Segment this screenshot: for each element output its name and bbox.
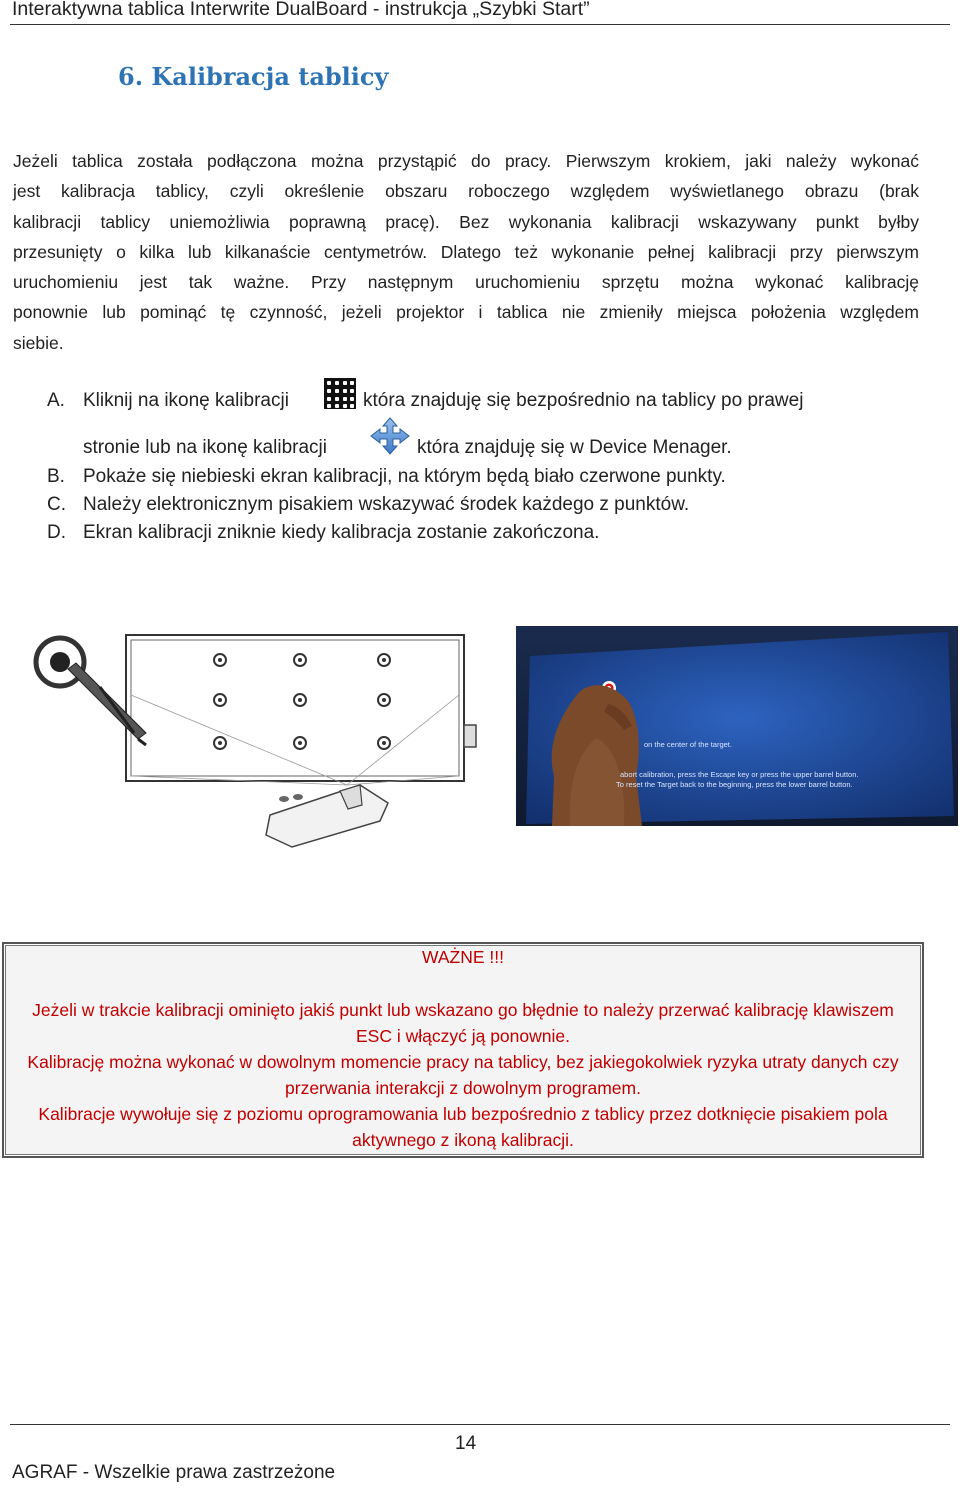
step-a-letter: A. <box>47 390 65 411</box>
page-number: 14 <box>455 1433 477 1454</box>
step-c-letter: C. <box>47 494 66 515</box>
intro-line: jest kalibracja tablicy, czyli określenie obszaru roboczego względem wyświetlanego obrazu (brak <box>13 181 919 202</box>
calibration-screen-graphic <box>516 626 958 826</box>
header-divider <box>10 24 950 25</box>
warning-paragraph: Kalibracje wywołuje się z poziomu oprogramowania lub bezpośrednio z tablicy przez dotknięcie pisakiem pola aktywnego z ikoną kalibracji. <box>38 1104 888 1150</box>
section-title: 6. Kalibracja tablicy <box>118 62 389 91</box>
warning-title: WAŻNE !!! <box>422 947 504 967</box>
intro-line: kalibracji tablicy uniemożliwia poprawną pracę). Bez wykonania kalibracji wskazywany punkt byłby <box>13 211 919 232</box>
calibration-grid-icon <box>324 378 356 409</box>
photo-instruction-line: abort calibration, press the Escape key or press the upper barrel button. <box>620 770 859 779</box>
step-c-text: Należy elektronicznym pisakiem wskazywać środek każdego z punktów. <box>83 494 690 515</box>
intro-line: uruchomieniu jest tak ważne. Przy następnym uruchomieniu sprzętu można wykonać kalibrację <box>13 272 919 293</box>
warning-paragraph: Kalibrację można wykonać w dowolnym momencie pracy na tablicy, bez jakiegokolwiek ryzyka utraty danych czy przerwania interakcji z dowolnym programem. <box>27 1052 899 1098</box>
header-title: Interaktywna tablica Interwrite DualBoard - instrukcja „Szybki Start” <box>12 0 590 20</box>
photo-instruction-line: To reset the Target back to the beginning, press the lower barrel button. <box>616 780 853 789</box>
calibration-screen-photo <box>516 626 958 826</box>
step-d-text: Ekran kalibracji zniknie kiedy kalibracja zostanie zakończona. <box>83 522 600 543</box>
intro-line: siebie. <box>13 332 64 353</box>
intro-line: Jeżeli tablica została podłączona można przystąpić do pracy. Pierwszym krokiem, jaki należy wykonać <box>13 151 919 171</box>
intro-line: przesunięty o kilka lub kilkanaście centymetrów. Dlatego też wykonanie pełnej kalibracji przy pierwszym <box>13 241 919 262</box>
warning-paragraph: Jeżeli w trakcie kalibracji ominięto jakiś punkt lub wskazano go błędnie to należy przerwać kalibrację klawiszem ESC i włączyć ją ponownie. <box>32 1000 894 1046</box>
step-b-letter: B. <box>47 466 65 487</box>
step-b-text: Pokaże się niebieski ekran kalibracji, na którym będą biało czerwone punkty. <box>83 466 726 487</box>
calibration-arrows-icon <box>368 416 412 456</box>
footer-copyright: AGRAF - Wszelkie prawa zastrzeżone <box>12 1462 336 1483</box>
photo-instruction-line: on the center of the target. <box>644 740 732 749</box>
step-a-text-2: która znajduję się bezpośrednio na tablicy po prawej <box>363 390 804 411</box>
step-d-letter: D. <box>47 522 66 543</box>
whiteboard-calibration-illustration <box>30 625 490 855</box>
intro-line: ponownie lub pominąć tę czynność, jeżeli projektor i tablica nie zmieniły miejsca położenia względem <box>13 302 919 323</box>
warning-text <box>20 997 906 1153</box>
step-a-text-1: Kliknij na ikonę kalibracji <box>83 390 289 411</box>
step-a-text-4: która znajduję się w Device Menager. <box>417 437 732 458</box>
step-a-text-3: stronie lub na ikonę kalibracji <box>83 437 327 458</box>
intro-paragraph <box>13 146 919 358</box>
footer-divider <box>10 1424 950 1425</box>
